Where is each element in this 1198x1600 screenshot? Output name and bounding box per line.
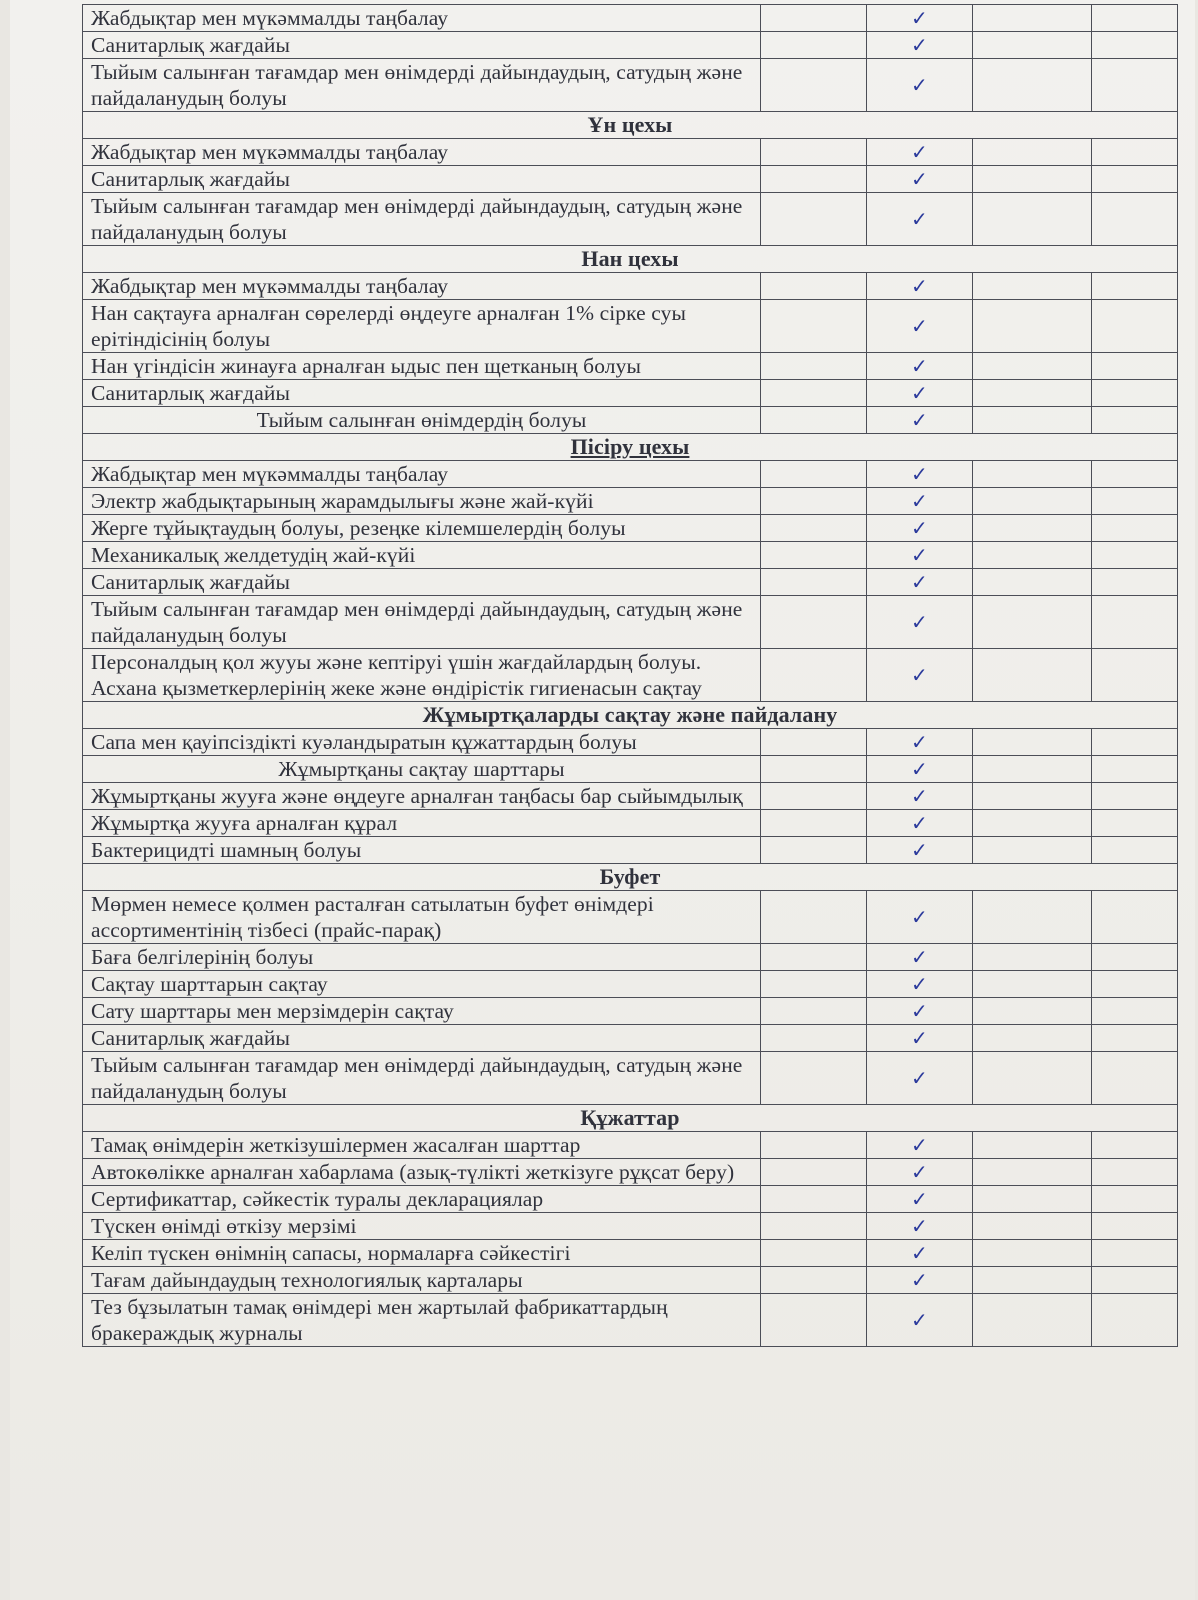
column-blank <box>1091 32 1177 59</box>
check-mark-cell <box>867 59 972 112</box>
column-blank <box>761 1132 867 1159</box>
column-blank <box>1091 998 1177 1025</box>
column-blank <box>972 542 1091 569</box>
checklist-row <box>83 380 1178 407</box>
check-mark-icon: ✓ <box>910 489 928 513</box>
column-blank <box>972 891 1091 944</box>
column-blank <box>972 998 1091 1025</box>
check-mark-icon: ✓ <box>910 811 928 835</box>
check-mark-icon: ✓ <box>910 1187 928 1211</box>
column-blank <box>972 1186 1091 1213</box>
column-blank <box>972 756 1091 783</box>
column-blank <box>1091 971 1177 998</box>
checklist-item-text: Тыйым салынған өнімдердің болуы <box>83 407 761 434</box>
column-blank <box>761 1025 867 1052</box>
checklist-row <box>83 515 1178 542</box>
column-blank <box>761 569 867 596</box>
check-mark-icon: ✓ <box>910 462 928 486</box>
checklist-item-text: Жабдықтар мен мүкәммалды таңбалау <box>83 273 761 300</box>
check-mark-cell <box>867 407 972 434</box>
checklist-row <box>83 837 1178 864</box>
column-blank <box>1091 461 1177 488</box>
column-blank <box>761 166 867 193</box>
check-mark-cell <box>867 569 972 596</box>
column-blank <box>761 515 867 542</box>
check-mark-icon: ✓ <box>910 1241 928 1265</box>
column-blank <box>972 1213 1091 1240</box>
column-blank <box>972 166 1091 193</box>
check-mark-cell <box>867 139 972 166</box>
column-blank <box>1091 810 1177 837</box>
column-blank <box>972 461 1091 488</box>
column-blank <box>761 649 867 702</box>
checklist-item-text: Нан сақтауға арналған сөрелерді өңдеуге арналған 1% сірке суы ерітіндісінің болуы <box>83 300 761 353</box>
column-blank <box>761 1240 867 1267</box>
column-blank <box>1091 488 1177 515</box>
column-blank <box>1091 891 1177 944</box>
checklist-row <box>83 166 1178 193</box>
checklist-item-text: Автокөлікке арналған хабарлама (азық-түлікті жеткізуге рұқсат беру) <box>83 1159 761 1186</box>
check-mark-cell <box>867 273 972 300</box>
column-blank <box>1091 783 1177 810</box>
column-blank <box>1091 515 1177 542</box>
inspection-checklist-table <box>82 4 1178 1347</box>
column-blank <box>761 1186 867 1213</box>
checklist-row <box>83 649 1178 702</box>
column-blank <box>1091 756 1177 783</box>
check-mark-icon: ✓ <box>910 570 928 594</box>
section-header-row <box>83 434 1178 461</box>
check-mark-icon: ✓ <box>910 207 928 231</box>
section-header-row <box>83 702 1178 729</box>
checklist-item-text: Механикалық желдетудің жай-күйі <box>83 542 761 569</box>
check-mark-icon: ✓ <box>910 838 928 862</box>
check-mark-icon: ✓ <box>910 381 928 405</box>
column-blank <box>972 488 1091 515</box>
check-mark-icon: ✓ <box>910 73 928 97</box>
check-mark-icon: ✓ <box>910 1066 928 1090</box>
checklist-item-text: Санитарлық жағдайы <box>83 569 761 596</box>
checklist-row <box>83 5 1178 32</box>
checklist-item-text: Келіп түскен өнімнің сапасы, нормаларға сәйкестігі <box>83 1240 761 1267</box>
checklist-row <box>83 488 1178 515</box>
column-blank <box>1091 596 1177 649</box>
column-blank <box>972 944 1091 971</box>
checklist-row <box>83 1025 1178 1052</box>
section-title: Пісіру цехы <box>83 434 1178 461</box>
checklist-item-text: Сапа мен қауіпсіздікті куәландыратын құжаттардың болуы <box>83 729 761 756</box>
column-blank <box>972 32 1091 59</box>
column-blank <box>761 891 867 944</box>
column-blank <box>1091 273 1177 300</box>
checklist-item-text: Тамақ өнімдерін жеткізушілермен жасалған шарттар <box>83 1132 761 1159</box>
column-blank <box>761 193 867 246</box>
checklist-item-text: Жұмыртқаны сақтау шарттары <box>83 756 761 783</box>
checklist-row <box>83 756 1178 783</box>
check-mark-cell <box>867 729 972 756</box>
check-mark-cell <box>867 944 972 971</box>
check-mark-icon: ✓ <box>910 543 928 567</box>
checklist-item-text: Жерге тұйықтаудың болуы, резеңке кілемшелердің болуы <box>83 515 761 542</box>
column-blank <box>761 971 867 998</box>
checklist-row <box>83 300 1178 353</box>
check-mark-cell <box>867 891 972 944</box>
column-blank <box>761 1267 867 1294</box>
column-blank <box>972 5 1091 32</box>
check-mark-icon: ✓ <box>910 33 928 57</box>
check-mark-icon: ✓ <box>910 972 928 996</box>
check-mark-cell <box>867 300 972 353</box>
checklist-item-text: Тыйым салынған тағамдар мен өнімдерді дайындаудың, сатудың және пайдаланудың болуы <box>83 596 761 649</box>
check-mark-cell <box>867 998 972 1025</box>
section-header-row <box>83 1105 1178 1132</box>
check-mark-cell <box>867 32 972 59</box>
column-blank <box>1091 944 1177 971</box>
column-blank <box>1091 1186 1177 1213</box>
column-blank <box>761 407 867 434</box>
check-mark-cell <box>867 461 972 488</box>
column-blank <box>972 810 1091 837</box>
check-mark-cell <box>867 542 972 569</box>
column-blank <box>761 300 867 353</box>
section-header-row <box>83 246 1178 273</box>
column-blank <box>761 380 867 407</box>
checklist-row <box>83 139 1178 166</box>
column-blank <box>761 596 867 649</box>
check-mark-cell <box>867 756 972 783</box>
checklist-item-text: Жабдықтар мен мүкәммалды таңбалау <box>83 139 761 166</box>
column-blank <box>761 32 867 59</box>
column-blank <box>761 756 867 783</box>
check-mark-cell <box>867 810 972 837</box>
checklist-row <box>83 59 1178 112</box>
checklist-item-text: Санитарлық жағдайы <box>83 32 761 59</box>
column-blank <box>1091 1159 1177 1186</box>
checklist-item-text: Тыйым салынған тағамдар мен өнімдерді дайындаудың, сатудың және пайдаланудың болуы <box>83 193 761 246</box>
section-title: Буфет <box>83 864 1178 891</box>
column-blank <box>1091 542 1177 569</box>
column-blank <box>761 1159 867 1186</box>
column-blank <box>972 380 1091 407</box>
check-mark-cell <box>867 783 972 810</box>
column-blank <box>972 1240 1091 1267</box>
checklist-item-text: Тағам дайындаудың технологиялық карталары <box>83 1267 761 1294</box>
checklist-row <box>83 1240 1178 1267</box>
checklist-row <box>83 1267 1178 1294</box>
column-blank <box>761 542 867 569</box>
checklist-item-text: Мөрмен немесе қолмен расталған сатылатын буфет өнімдері ассортиментінің тізбесі (прайс-парақ) <box>83 891 761 944</box>
column-blank <box>761 1213 867 1240</box>
check-mark-icon: ✓ <box>910 167 928 191</box>
check-mark-cell <box>867 1267 972 1294</box>
checklist-item-text: Санитарлық жағдайы <box>83 380 761 407</box>
check-mark-icon: ✓ <box>910 1308 928 1332</box>
column-blank <box>972 1267 1091 1294</box>
checklist-row <box>83 1186 1178 1213</box>
checklist-row <box>83 273 1178 300</box>
column-blank <box>1091 59 1177 112</box>
column-blank <box>1091 1267 1177 1294</box>
checklist-item-text: Электр жабдықтарының жарамдылығы және жай-күйі <box>83 488 761 515</box>
checklist-item-text: Тез бұзылатын тамақ өнімдері мен жартылай фабрикаттардың бракераждық журналы <box>83 1294 761 1347</box>
check-mark-cell <box>867 1186 972 1213</box>
checklist-row <box>83 1052 1178 1105</box>
checklist-item-text: Санитарлық жағдайы <box>83 1025 761 1052</box>
column-blank <box>761 998 867 1025</box>
column-blank <box>1091 837 1177 864</box>
checklist-item-text: Жабдықтар мен мүкәммалды таңбалау <box>83 461 761 488</box>
column-blank <box>972 729 1091 756</box>
column-blank <box>972 300 1091 353</box>
check-mark-icon: ✓ <box>910 999 928 1023</box>
check-mark-cell <box>867 193 972 246</box>
section-title: Жұмыртқаларды сақтау және пайдалану <box>83 702 1178 729</box>
check-mark-icon: ✓ <box>910 1214 928 1238</box>
column-blank <box>1091 1132 1177 1159</box>
column-blank <box>761 461 867 488</box>
check-mark-cell <box>867 1213 972 1240</box>
column-blank <box>1091 1213 1177 1240</box>
check-mark-icon: ✓ <box>910 905 928 929</box>
column-blank <box>972 1159 1091 1186</box>
column-blank <box>972 139 1091 166</box>
column-blank <box>1091 5 1177 32</box>
column-blank <box>761 783 867 810</box>
check-mark-icon: ✓ <box>910 274 928 298</box>
column-blank <box>1091 380 1177 407</box>
column-blank <box>761 944 867 971</box>
checklist-row <box>83 596 1178 649</box>
column-blank <box>1091 1052 1177 1105</box>
checklist-row <box>83 193 1178 246</box>
section-header-row <box>83 112 1178 139</box>
check-mark-cell <box>867 1294 972 1347</box>
checklist-row <box>83 32 1178 59</box>
check-mark-icon: ✓ <box>910 945 928 969</box>
column-blank <box>972 1052 1091 1105</box>
check-mark-cell <box>867 1159 972 1186</box>
checklist-item-text: Жұмыртқа жууға арналған құрал <box>83 810 761 837</box>
checklist-row <box>83 810 1178 837</box>
checklist-row <box>83 1132 1178 1159</box>
column-blank <box>1091 1294 1177 1347</box>
check-mark-cell <box>867 380 972 407</box>
column-blank <box>761 729 867 756</box>
check-mark-icon: ✓ <box>910 314 928 338</box>
checklist-item-text: Сақтау шарттарын сақтау <box>83 971 761 998</box>
check-mark-icon: ✓ <box>910 1026 928 1050</box>
checklist-row <box>83 998 1178 1025</box>
column-blank <box>761 810 867 837</box>
column-blank <box>972 971 1091 998</box>
checklist-item-text: Персоналдың қол жууы және кептіруі үшін жағдайлардың болуы. Асхана қызметкерлерінің жеке және өндірістік гигиенасын сақтау <box>83 649 761 702</box>
checklist-item-text: Тыйым салынған тағамдар мен өнімдерді дайындаудың, сатудың және пайдаланудың болуы <box>83 59 761 112</box>
checklist-item-text: Тыйым салынған тағамдар мен өнімдерді дайындаудың, сатудың және пайдаланудың болуы <box>83 1052 761 1105</box>
column-blank <box>972 1294 1091 1347</box>
column-blank <box>972 596 1091 649</box>
column-blank <box>761 1052 867 1105</box>
document-page <box>10 0 1195 1600</box>
check-mark-icon: ✓ <box>910 784 928 808</box>
check-mark-cell <box>867 1132 972 1159</box>
column-blank <box>1091 1025 1177 1052</box>
column-blank <box>1091 300 1177 353</box>
check-mark-cell <box>867 596 972 649</box>
column-blank <box>972 273 1091 300</box>
check-mark-icon: ✓ <box>910 663 928 687</box>
checklist-item-text: Нан үгіндісін жинауға арналған ыдыс пен щетканың болуы <box>83 353 761 380</box>
column-blank <box>972 649 1091 702</box>
column-blank <box>1091 353 1177 380</box>
checklist-row <box>83 729 1178 756</box>
column-blank <box>761 1294 867 1347</box>
column-blank <box>972 1025 1091 1052</box>
column-blank <box>761 139 867 166</box>
column-blank <box>972 407 1091 434</box>
check-mark-cell <box>867 1025 972 1052</box>
check-mark-cell <box>867 1240 972 1267</box>
checklist-item-text: Түскен өнімді өткізу мерзімі <box>83 1213 761 1240</box>
check-mark-icon: ✓ <box>910 1160 928 1184</box>
checklist-item-text: Сертификаттар, сәйкестік туралы декларациялар <box>83 1186 761 1213</box>
checklist-item-text: Бактерицидті шамның болуы <box>83 837 761 864</box>
checklist-row <box>83 542 1178 569</box>
check-mark-cell <box>867 971 972 998</box>
section-header-row <box>83 864 1178 891</box>
column-blank <box>972 783 1091 810</box>
column-blank <box>972 569 1091 596</box>
section-title: Нан цехы <box>83 246 1178 273</box>
column-blank <box>761 353 867 380</box>
section-title: Құжаттар <box>83 1105 1178 1132</box>
checklist-item-text: Санитарлық жағдайы <box>83 166 761 193</box>
check-mark-icon: ✓ <box>910 1268 928 1292</box>
check-mark-cell <box>867 488 972 515</box>
check-mark-icon: ✓ <box>910 516 928 540</box>
check-mark-cell <box>867 649 972 702</box>
column-blank <box>972 837 1091 864</box>
check-mark-icon: ✓ <box>910 6 928 30</box>
column-blank <box>1091 193 1177 246</box>
column-blank <box>1091 729 1177 756</box>
column-blank <box>1091 569 1177 596</box>
check-mark-icon: ✓ <box>910 730 928 754</box>
checklist-item-text: Сату шарттары мен мерзімдерін сақтау <box>83 998 761 1025</box>
check-mark-icon: ✓ <box>910 408 928 432</box>
checklist-row <box>83 891 1178 944</box>
check-mark-icon: ✓ <box>910 1133 928 1157</box>
check-mark-icon: ✓ <box>910 354 928 378</box>
checklist-row <box>83 569 1178 596</box>
column-blank <box>761 273 867 300</box>
checklist-row <box>83 1213 1178 1240</box>
check-mark-icon: ✓ <box>910 610 928 634</box>
column-blank <box>972 59 1091 112</box>
checklist-row <box>83 944 1178 971</box>
column-blank <box>761 5 867 32</box>
checklist-row <box>83 353 1178 380</box>
column-blank <box>1091 1240 1177 1267</box>
column-blank <box>1091 166 1177 193</box>
check-mark-cell <box>867 1052 972 1105</box>
column-blank <box>1091 407 1177 434</box>
check-mark-cell <box>867 166 972 193</box>
checklist-item-text: Жабдықтар мен мүкәммалды таңбалау <box>83 5 761 32</box>
check-mark-cell <box>867 515 972 542</box>
check-mark-icon: ✓ <box>910 757 928 781</box>
checklist-row <box>83 783 1178 810</box>
section-title: Ұн цехы <box>83 112 1178 139</box>
checklist-row <box>83 407 1178 434</box>
column-blank <box>1091 649 1177 702</box>
column-blank <box>972 353 1091 380</box>
column-blank <box>1091 139 1177 166</box>
checklist-item-text: Жұмыртқаны жууға және өңдеуге арналған таңбасы бар сыйымдылық <box>83 783 761 810</box>
check-mark-cell <box>867 353 972 380</box>
check-mark-icon: ✓ <box>910 140 928 164</box>
column-blank <box>761 59 867 112</box>
column-blank <box>761 837 867 864</box>
column-blank <box>972 1132 1091 1159</box>
checklist-row <box>83 461 1178 488</box>
check-mark-cell <box>867 837 972 864</box>
column-blank <box>972 193 1091 246</box>
check-mark-cell <box>867 5 972 32</box>
column-blank <box>972 515 1091 542</box>
column-blank <box>761 488 867 515</box>
checklist-row <box>83 1294 1178 1347</box>
checklist-item-text: Баға белгілерінің болуы <box>83 944 761 971</box>
checklist-row <box>83 971 1178 998</box>
checklist-row <box>83 1159 1178 1186</box>
